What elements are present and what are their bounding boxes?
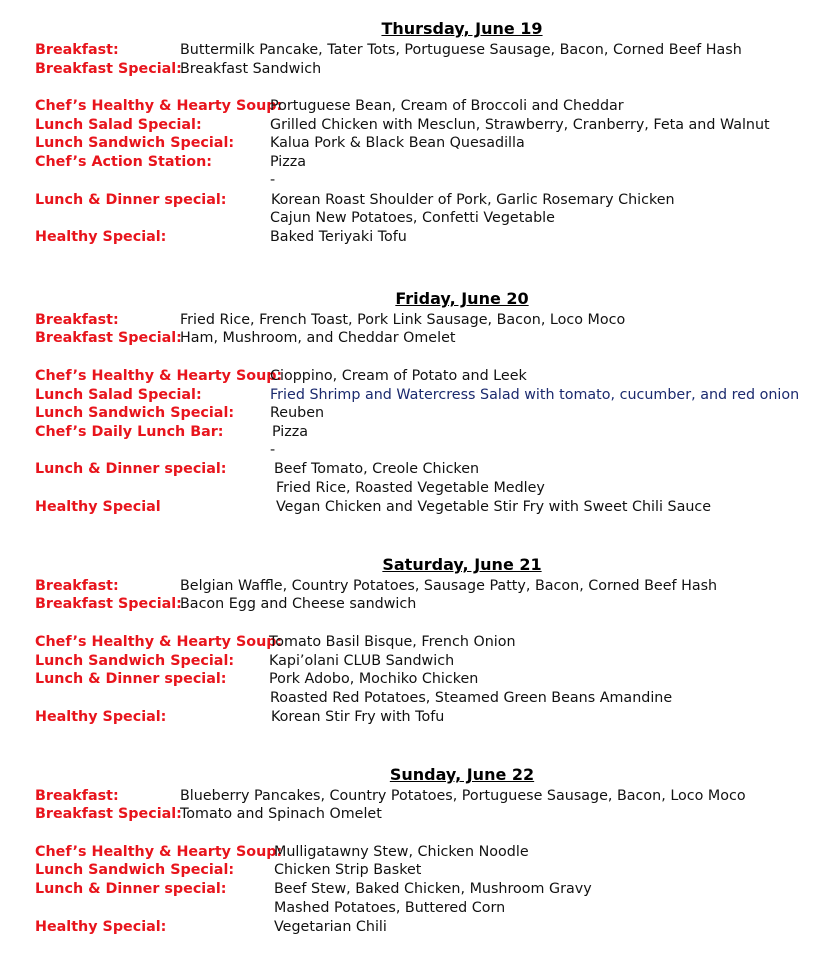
separator-dash: - <box>270 172 276 188</box>
day-title-friday: Friday, June 20 <box>395 289 529 308</box>
day-title-saturday: Saturday, June 21 <box>382 555 542 574</box>
breakfast-value: Blueberry Pancakes, Country Potatoes, Portuguese Sausage, Bacon, Loco Moco <box>180 788 746 804</box>
sandwich-value: Kalua Pork & Black Bean Quesadilla <box>270 135 525 151</box>
lunch-dinner-value-2: Fried Rice, Roasted Vegetable Medley <box>276 480 545 496</box>
breakfast-label: Breakfast: <box>35 42 119 58</box>
soup-label: Chef’s Healthy & Hearty Soup: <box>35 844 283 860</box>
lunch-dinner-value: Beef Tomato, Creole Chicken <box>274 461 480 477</box>
soup-value: Mulligatawny Stew, Chicken Noodle <box>274 844 529 860</box>
healthy-value: Vegetarian Chili <box>274 919 387 935</box>
healthy-value: Vegan Chicken and Vegetable Stir Fry with Sweet Chili Sauce <box>276 499 712 515</box>
sandwich-label: Lunch Sandwich Special: <box>35 862 235 878</box>
breakfast-special-label: Breakfast Special: <box>35 330 182 346</box>
breakfast-special-label: Breakfast Special: <box>35 806 182 822</box>
breakfast-special-value: Bacon Egg and Cheese sandwich <box>180 596 417 612</box>
breakfast-value: Belgian Waffle, Country Potatoes, Sausage Patty, Bacon, Corned Beef Hash <box>180 578 718 594</box>
lunch-bar-value: Pizza <box>272 424 309 440</box>
breakfast-special-label: Breakfast Special: <box>35 61 182 77</box>
soup-value: Cioppino, Cream of Potato and Leek <box>270 368 527 384</box>
breakfast-special-label: Breakfast Special: <box>35 596 182 612</box>
salad-value: Grilled Chicken with Mesclun, Strawberry, Cranberry, Feta and Walnut <box>270 117 770 133</box>
lunch-dinner-label: Lunch & Dinner special: <box>35 671 227 687</box>
sandwich-label: Lunch Sandwich Special: <box>35 135 235 151</box>
lunch-dinner-label: Lunch & Dinner special: <box>35 881 227 897</box>
lunch-bar-label: Chef’s Daily Lunch Bar: <box>35 424 224 440</box>
breakfast-label: Breakfast: <box>35 788 119 804</box>
breakfast-special-value: Tomato and Spinach Omelet <box>180 806 382 822</box>
sandwich-label: Lunch Sandwich Special: <box>35 653 235 669</box>
soup-label: Chef’s Healthy & Hearty Soup: <box>35 368 283 384</box>
breakfast-value: Fried Rice, French Toast, Pork Link Sausage, Bacon, Loco Moco <box>180 312 626 328</box>
salad-label: Lunch Salad Special: <box>35 117 202 133</box>
breakfast-special-value: Ham, Mushroom, and Cheddar Omelet <box>180 330 456 346</box>
lunch-dinner-value-2: Roasted Red Potatoes, Steamed Green Beans Amandine <box>270 690 673 706</box>
breakfast-value: Buttermilk Pancake, Tater Tots, Portuguese Sausage, Bacon, Corned Beef Hash <box>180 42 742 58</box>
sandwich-value: Reuben <box>270 405 325 421</box>
sandwich-value: Chicken Strip Basket <box>274 862 422 878</box>
healthy-value: Baked Teriyaki Tofu <box>270 229 407 245</box>
day-title-thursday: Thursday, June 19 <box>381 19 543 38</box>
lunch-dinner-value: Pork Adobo, Mochiko Chicken <box>269 671 479 687</box>
action-station-value: Pizza <box>270 154 307 170</box>
lunch-dinner-value: Beef Stew, Baked Chicken, Mushroom Gravy <box>274 881 592 897</box>
separator-dash: - <box>270 442 276 458</box>
breakfast-label: Breakfast: <box>35 312 119 328</box>
day-title-sunday: Sunday, June 22 <box>389 765 535 784</box>
salad-value: Fried Shrimp and Watercress Salad with tomato, cucumber, and red onion <box>270 387 800 403</box>
action-station-label: Chef’s Action Station: <box>35 154 212 170</box>
soup-value: Tomato Basil Bisque, French Onion <box>269 634 516 650</box>
lunch-dinner-label: Lunch & Dinner special: <box>35 461 227 477</box>
healthy-label: Healthy Special <box>35 499 161 515</box>
sandwich-value: Kapi’olani CLUB Sandwich <box>269 653 455 669</box>
sandwich-label: Lunch Sandwich Special: <box>35 405 235 421</box>
healthy-label: Healthy Special: <box>35 709 167 725</box>
lunch-dinner-value-2: Mashed Potatoes, Buttered Corn <box>274 900 506 916</box>
lunch-dinner-value: Korean Roast Shoulder of Pork, Garlic Rosemary Chicken <box>271 192 675 208</box>
salad-label: Lunch Salad Special: <box>35 387 202 403</box>
soup-value: Portuguese Bean, Cream of Broccoli and Cheddar <box>270 98 624 114</box>
breakfast-label: Breakfast: <box>35 578 119 594</box>
breakfast-special-value: Breakfast Sandwich <box>180 61 322 77</box>
healthy-value: Korean Stir Fry with Tofu <box>271 709 445 725</box>
soup-label: Chef’s Healthy & Hearty Soup: <box>35 98 283 114</box>
lunch-dinner-value-2: Cajun New Potatoes, Confetti Vegetable <box>270 210 555 226</box>
healthy-label: Healthy Special: <box>35 919 167 935</box>
healthy-label: Healthy Special: <box>35 229 167 245</box>
lunch-dinner-label: Lunch & Dinner special: <box>35 192 227 208</box>
soup-label: Chef’s Healthy & Hearty Soup: <box>35 634 283 650</box>
